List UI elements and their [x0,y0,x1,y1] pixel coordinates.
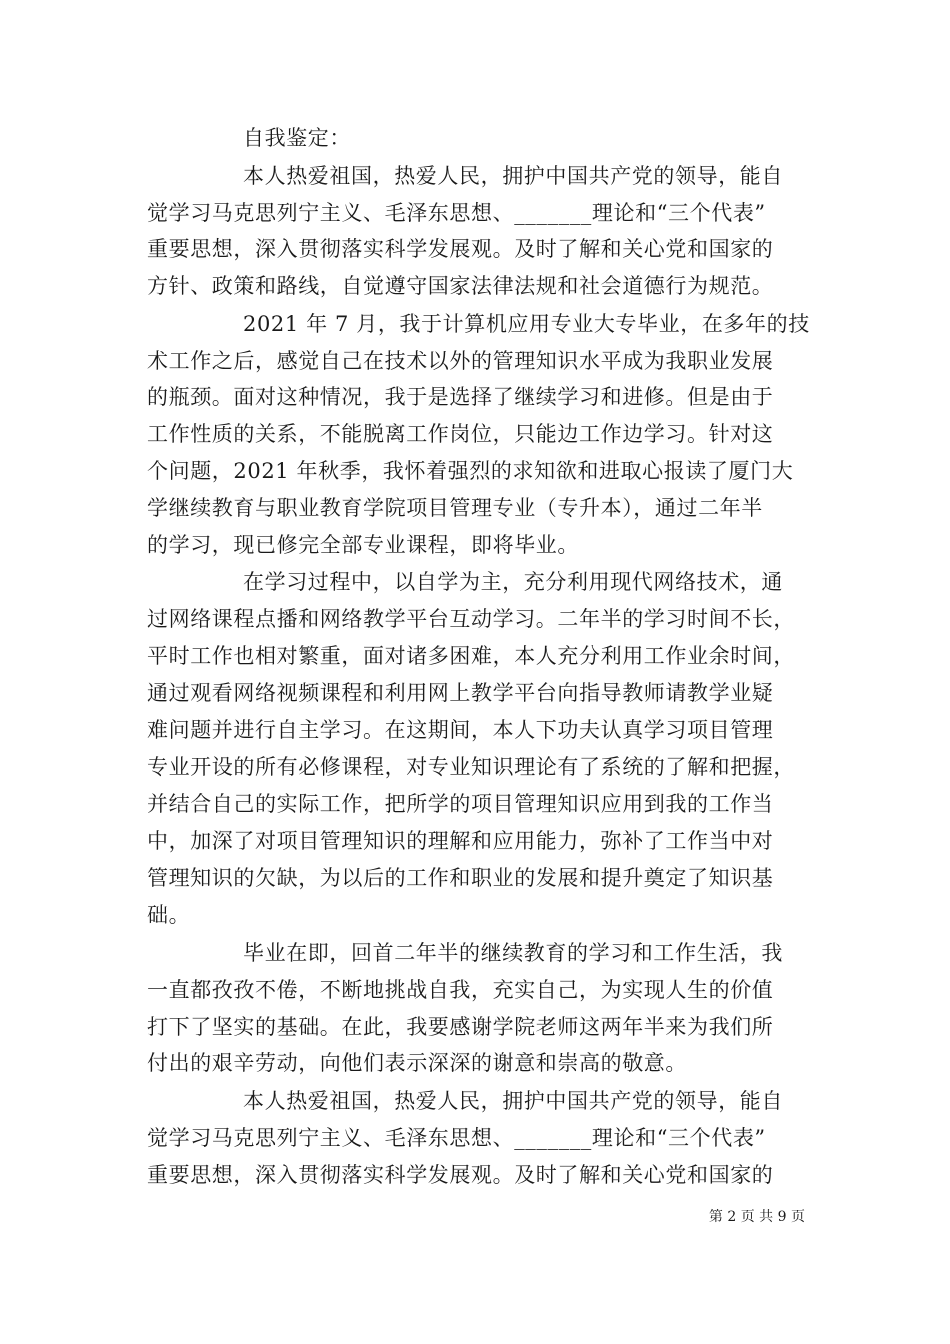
text-line: 中，加深了对项目管理知识的理解和应用能力，弥补了工作当中对 [147,829,774,853]
text-line: 的学习，现已修完全部专业课程，即将毕业。 [147,533,579,557]
text-line: 并结合自己的实际工作，把所学的项目管理知识应用到我的工作当 [147,792,774,816]
text-line: 平时工作也相对繁重，面对诸多困难，本人充分利用工作业余时间， [147,644,795,668]
text-line: 在学习过程中，以自学为主，充分利用现代网络技术，通 [243,570,783,594]
text-line: 工作性质的关系，不能脱离工作岗位，只能边工作边学习。针对这 [147,422,774,446]
text-line: 学继续教育与职业教育学院项目管理专业（专升本），通过二年半 [147,496,763,520]
text-line: 觉学习马克思列宁主义、毛泽东思想、_______理论和“三个代表” [147,1126,766,1150]
text-line: 专业开设的所有必修课程，对专业知识理论有了系统的了解和把握， [147,755,795,779]
text-line: 毕业在即，回首二年半的继续教育的学习和工作生活，我 [243,941,783,965]
page-number: 第 2 页 共 9 页 [708,1209,805,1225]
text-line: 础。 [147,903,191,927]
text-line: 本人热爱祖国，热爱人民，拥护中国共产党的领导，能自 [243,1089,783,1113]
text-line: 重要思想，深入贯彻落实科学发展观。及时了解和关心党和国家的 [147,1163,774,1187]
text-line: 难问题并进行自主学习。在这期间，本人下功夫认真学习项目管理 [147,718,774,742]
text-line: 通过观看网络视频课程和利用网上教学平台向指导教师请教学业疑 [147,681,774,705]
text-line: 付出的艰辛劳动，向他们表示深深的谢意和崇高的敬意。 [147,1051,687,1075]
text-line: 一直都孜孜不倦，不断地挑战自我，充实自己，为实现人生的价值 [147,978,774,1002]
text-line: 过网络课程点播和网络教学平台互动学习。二年半的学习时间不长， [147,607,795,631]
text-line: 管理知识的欠缺，为以后的工作和职业的发展和提升奠定了知识基 [147,866,774,890]
text-line: 个问题，2021 年秋季，我怀着强烈的求知欲和进取心报读了厦门大 [147,459,794,483]
text-line: 重要思想，深入贯彻落实科学发展观。及时了解和关心党和国家的 [147,237,774,261]
text-line: 术工作之后，感觉自己在技术以外的管理知识水平成为我职业发展 [147,349,774,373]
text-line: 觉学习马克思列宁主义、毛泽东思想、_______理论和“三个代表” [147,201,766,225]
text-line: 方针、政策和路线，自觉遵守国家法律法规和社会道德行为规范。 [147,274,774,298]
text-line: 2021 年 7 月，我于计算机应用专业大专毕业，在多年的技 [243,312,810,336]
text-line: 本人热爱祖国，热爱人民，拥护中国共产党的领导，能自 [243,164,783,188]
document-heading: 自我鉴定： [243,126,351,150]
text-line: 的瓶颈。面对这种情况，我于是选择了继续学习和进修。但是由于 [147,385,774,409]
text-line: 打下了坚实的基础。在此，我要感谢学院老师这两年半来为我们所 [147,1015,774,1039]
